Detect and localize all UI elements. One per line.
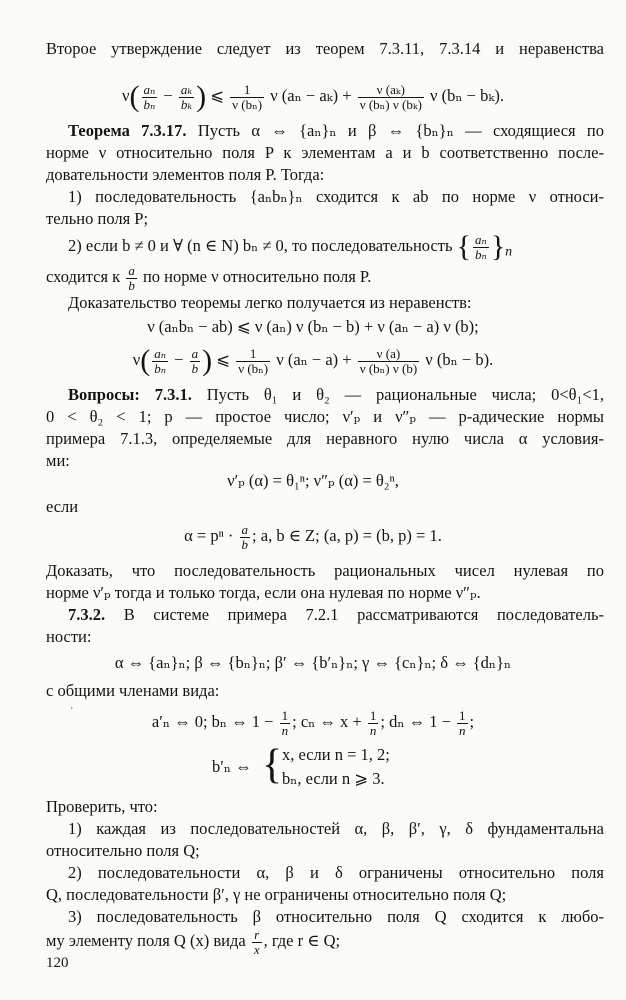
text-line: Теорема 7.3.17. Пусть α ⇔ {aₙ}ₙ и β ⇔ {bₙ}ₙ — сходящиеся по [68,121,605,140]
equation: a′ₙ ⇔ 0; bₙ ⇔ 1 − $\frac{1}{n}$ ; cₙ ⇔ x + $\frac{1}{n}$ ; dₙ ⇔ 1 − $\frac{1}{n}$ ; [151,707,475,738]
page-number: 120 [46,955,69,971]
text-line: Q, последовательности β′, γ не ограничены относительно поля Q; [46,885,507,904]
text-line: Доказательство теоремы легко получается из неравенств: [68,293,472,312]
section-title: 7.3.2. [68,605,106,624]
text-line: норме ν относительно поля P к элементам a и b соответственно после- [46,143,604,162]
equation: α = pⁿ · $\frac{a}{b}$ ; a, b ∈ Z; (a, p) = (b, p) = 1. [184,521,442,552]
text-line: тельно поля P; [46,209,149,228]
fraction: $\frac{\text{aₙ}}{\text{bₙ}}$ [475,231,487,262]
fraction: $\frac{a}{b}$ [128,262,135,293]
text-line: ми: [46,451,70,470]
scan-mark: ʼ [70,706,74,717]
equation: ν′ₚ (α) = θ₁ⁿ; ν″ₚ (α) = θ₂ⁿ, [227,471,399,490]
text-line: му элементу поля Q (x) вида $\frac{r}{x}$ , где r ∈ Q; [46,926,341,957]
piecewise-definition: b′ₙ ⇔ { x, если n = 1, 2; bₙ, если n ⩾ 3. [212,742,390,788]
text-line: Проверить, что: [46,797,158,816]
equation: ν( $\frac{\text{aₙ}}{\text{bₙ}}$ − $\frac{\text{aₖ}}{\text{bₖ}}$ ) ⩽ $\frac{1}{\text{ν (bₙ)}}$ ν (aₙ − aₖ) + $\frac{\text{ν (aₖ)}}{\text{ν (bₙ) ν (bₖ)}}$ ν (bₙ − bₖ). [122,80,504,114]
text-line: Второе утверждение следует из теорем 7.3.11, 7.3.14 и неравенства [46,39,604,58]
text-line: 3) последовательность β относительно поля Q сходится к любо- [68,907,604,926]
fraction: $\frac{1}{\text{ν (bₙ)}}$ [232,81,263,112]
text-line: довательности элементов поля P. Тогда: [46,165,325,184]
text-line: Вопросы: 7.3.1. Пусть θ₁ и θ₂ — рациональные числа; 0<θ₁<1, [68,385,604,404]
fraction: $\frac{\nu (a)}{\text{ν (bₙ) ν (b)}}$ [359,345,418,376]
fraction: $\frac{1}{n}$ [459,707,466,738]
text-line: примера 7.1.3, определяемые для неравного нулю числа α условия- [46,429,604,448]
section-title: Вопросы: 7.3.1. [68,385,192,404]
fraction: $\frac{1}{\text{ν (bₙ)}}$ [238,345,269,376]
text-line: 2) последовательности α, β и δ ограничены относительно поля [68,863,604,882]
fraction: $\frac{1}{n}$ [281,707,289,738]
paren: ) [196,80,207,114]
text-line: норме ν′ₚ тогда и только тогда, если она нулевая по норме ν″ₚ. [46,583,481,602]
fraction: $\frac{\text{aₖ}}{\text{bₖ}}$ [180,81,193,112]
fraction: $\frac{a}{b}$ [191,345,199,376]
equation: ν (aₙbₙ − ab) ⩽ ν (aₙ) ν (bₙ − b) + ν (aₙ − a) ν (b); [147,317,479,336]
text-line: с общими членами вида: [46,681,220,700]
math-symbol: ν [122,86,130,105]
paren: ( [129,80,140,114]
equation: ν( $\frac{\text{aₙ}}{\text{bₙ}}$ − $\frac{a}{b}$ ) ⩽ $\frac{1}{\text{ν (bₙ)}}$ ν (aₙ − a) + $\frac{\nu (a)}{\text{ν (bₙ) ν (b)}}$ ν (bₙ − b). [132,344,494,378]
text-line: 0 < θ₂ < 1; p — простое число; ν′ₚ и ν″ₚ — p-адические нормы [46,407,604,426]
text-line: сходится к $\frac{a}{b}$ по норме ν относительно поля P. [46,262,372,293]
text-line: относительно поля Q; [46,841,200,860]
fraction: $\frac{\text{ν (aₖ)}}{\text{ν (bₙ) ν (bₖ)}}$ [359,81,422,112]
equation: α ⇔ {aₙ}ₙ; β ⇔ {bₙ}ₙ; β′ ⇔ {b′ₙ}ₙ; γ ⇔ {cₙ}ₙ; δ ⇔ {dₙ}ₙ [114,653,512,672]
text-line: если [46,497,79,516]
fraction: $\frac{\text{aₙ}}{\text{bₙ}}$ [143,81,156,112]
text-line: 1) последовательность {aₙbₙ}ₙ сходится к ab по норме ν относи- [68,187,604,206]
theorem-title: Теорема 7.3.17. [68,121,187,140]
text-line: 1) каждая из последовательностей α, β, β′, γ, δ фундаментальна [68,819,604,838]
text-line: ности: [46,627,92,646]
text-line: 7.3.2. В системе примера 7.2.1 рассматриваются последователь- [68,605,605,624]
fraction: $\frac{1}{n}$ [369,707,377,738]
fraction: $\frac{\text{aₙ}}{\text{bₙ}}$ [154,345,167,376]
fraction: $\frac{r}{x}$ [253,926,260,957]
text-line: 2) если b ≠ 0 и ∀ (n ∈ N) bₙ ≠ 0, то последовательность { $\frac{\text{aₙ}}{\text{bₙ}}$ }$_n$ [68,230,513,264]
fraction: $\frac{a}{b}$ [241,521,249,552]
text-line: Доказать, что последовательность рациональных чисел нулевая по [46,561,604,580]
